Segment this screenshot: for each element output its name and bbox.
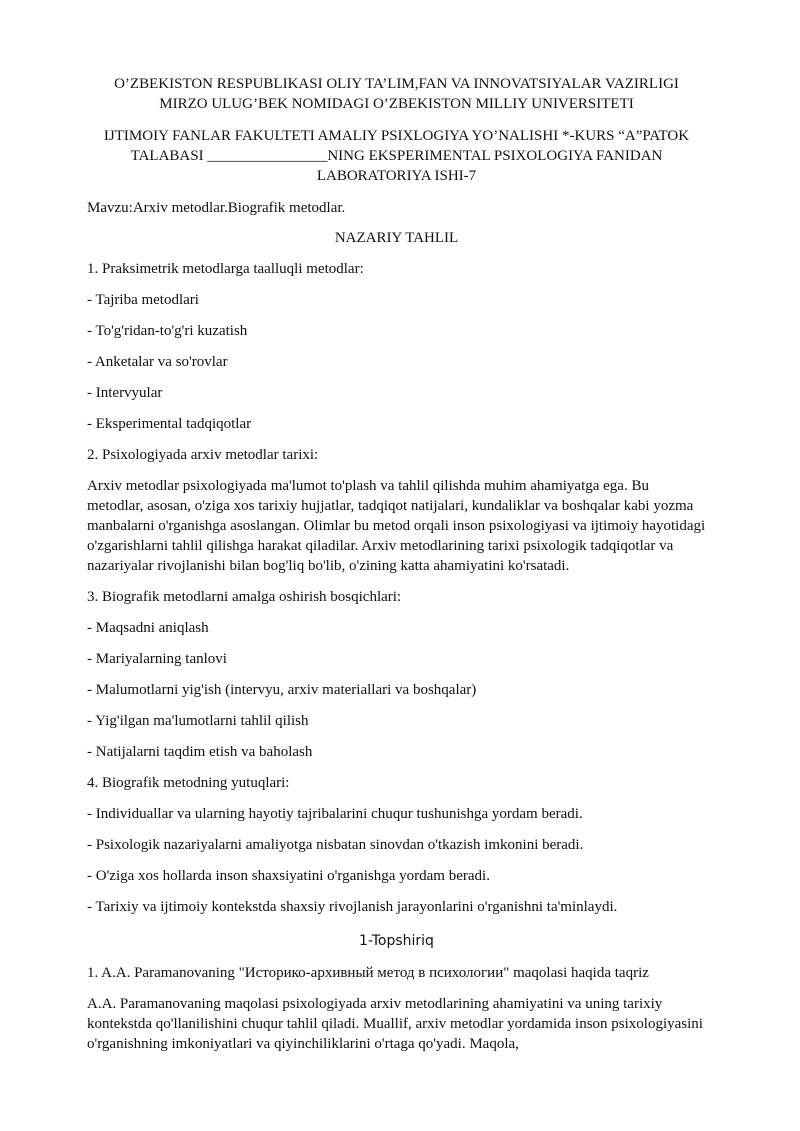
lab-work-header	[87, 126, 706, 186]
list-item: - Intervyular	[87, 385, 163, 401]
header-line-1: O’ZBEKISTON RESPUBLIKASI OLIY TA’LIM,FAN VA INNOVATSIYALAR VAZIRLIGI	[114, 76, 679, 92]
list-item: - Natijalarni taqdim etish va baholash	[87, 744, 313, 760]
list-item: - Anketalar va so'rovlar	[87, 354, 228, 370]
header-line-4: TALABASI ________________NING EKSPERIMENTAL PSIXOLOGIYA FANIDAN	[130, 148, 663, 164]
header-line-3: IJTIMOIY FANLAR FAKULTETI AMALIY PSIXLOGIYA YO’NALISHI *-KURS “A”PATOK	[103, 128, 690, 144]
archive-history-paragraph: Arxiv metodlar psixologiyada ma'lumot to'plash va tahlil qilishda muhim ahamiyatga ega. Bu metodlar, asosan, o'ziga xos tarixiy hujjatlar, tadqiqot natijalari, kundaliklar va boshqalar kabi yozma manbalarni o'rganishga asoslangan. Olimlar bu metod orqali inson psixologiyasi va ijtimoiy hayotidagi o'zgarishlarni tahlil qilishga harakat qiladilar. Arxiv metodlarining tarixi psixologik tadqiqotlar va nazariyalar rivojlanishi bilan bog'liq bo'lib, o'zining katta ahamiyatini ko'rsatadi.	[87, 478, 706, 574]
ministry-header	[87, 74, 706, 114]
header-line-2: MIRZO ULUG’BEK NOMIDAGI O’ZBEKISTON MILLIY UNIVERSITETI	[159, 96, 634, 112]
topic-line: Mavzu:Arxiv metodlar.Biografik metodlar.	[87, 200, 346, 216]
list-item: - Individuallar va ularning hayotiy tajribalarini chuqur tushunishga yordam beradi.	[87, 806, 583, 822]
list-item: - Yig'ilgan ma'lumotlarni tahlil qilish	[87, 713, 309, 729]
list-item: - To'g'ridan-to'g'ri kuzatish	[87, 323, 248, 339]
section-heading-4: 4. Biografik metodning yutuqlari:	[87, 775, 290, 791]
list-item: - Maqsadni aniqlash	[87, 620, 209, 636]
section-title: NAZARIY TAHLIL	[334, 230, 459, 246]
list-item: - Tarixiy va ijtimoiy kontekstda shaxsiy rivojlanish jarayonlarini o'rganishni ta'minlaydi.	[87, 899, 618, 915]
list-item: - Tajriba metodlari	[87, 292, 199, 308]
task-title: 1-Topshiriq	[359, 933, 434, 949]
section-heading-2: 2. Psixologiyada arxiv metodlar tarixi:	[87, 447, 319, 463]
task-paragraph: A.A. Paramanovaning maqolasi psixologiyada arxiv metodlarining ahamiyatini va uning tarixiy kontekstda qo'llanilishini chuqur tahlil qiladi. Muallif, arxiv metodlar yordamida inson psixologiyasini o'rganishning imkoniyatlari va qiyinchiliklarini o'rtaga qo'yadi. Maqola,	[87, 996, 703, 1052]
list-item: - Psixologik nazariyalarni amaliyotga nisbatan sinovdan o'tkazish imkonini beradi.	[87, 837, 584, 853]
section-heading-1: 1. Praksimetrik metodlarga taalluqli metodlar:	[87, 261, 364, 277]
list-item: - Eksperimental tadqiqotlar	[87, 416, 252, 432]
section-heading-3: 3. Biografik metodlarni amalga oshirish bosqichlari:	[87, 589, 402, 605]
list-item: - Malumotlarni yig'ish (intervyu, arxiv materiallari va boshqalar)	[87, 682, 477, 698]
header-line-5: LABORATORIYA ISHI-7	[316, 168, 477, 184]
list-item: - Mariyalarning tanlovi	[87, 651, 227, 667]
list-item: - O'ziga xos hollarda inson shaxsiyatini o'rganishga yordam beradi.	[87, 868, 490, 884]
task-heading: 1. A.A. Paramanovaning "Историко-архивный метод в психологии" maqolasi haqida taqriz	[87, 965, 649, 981]
